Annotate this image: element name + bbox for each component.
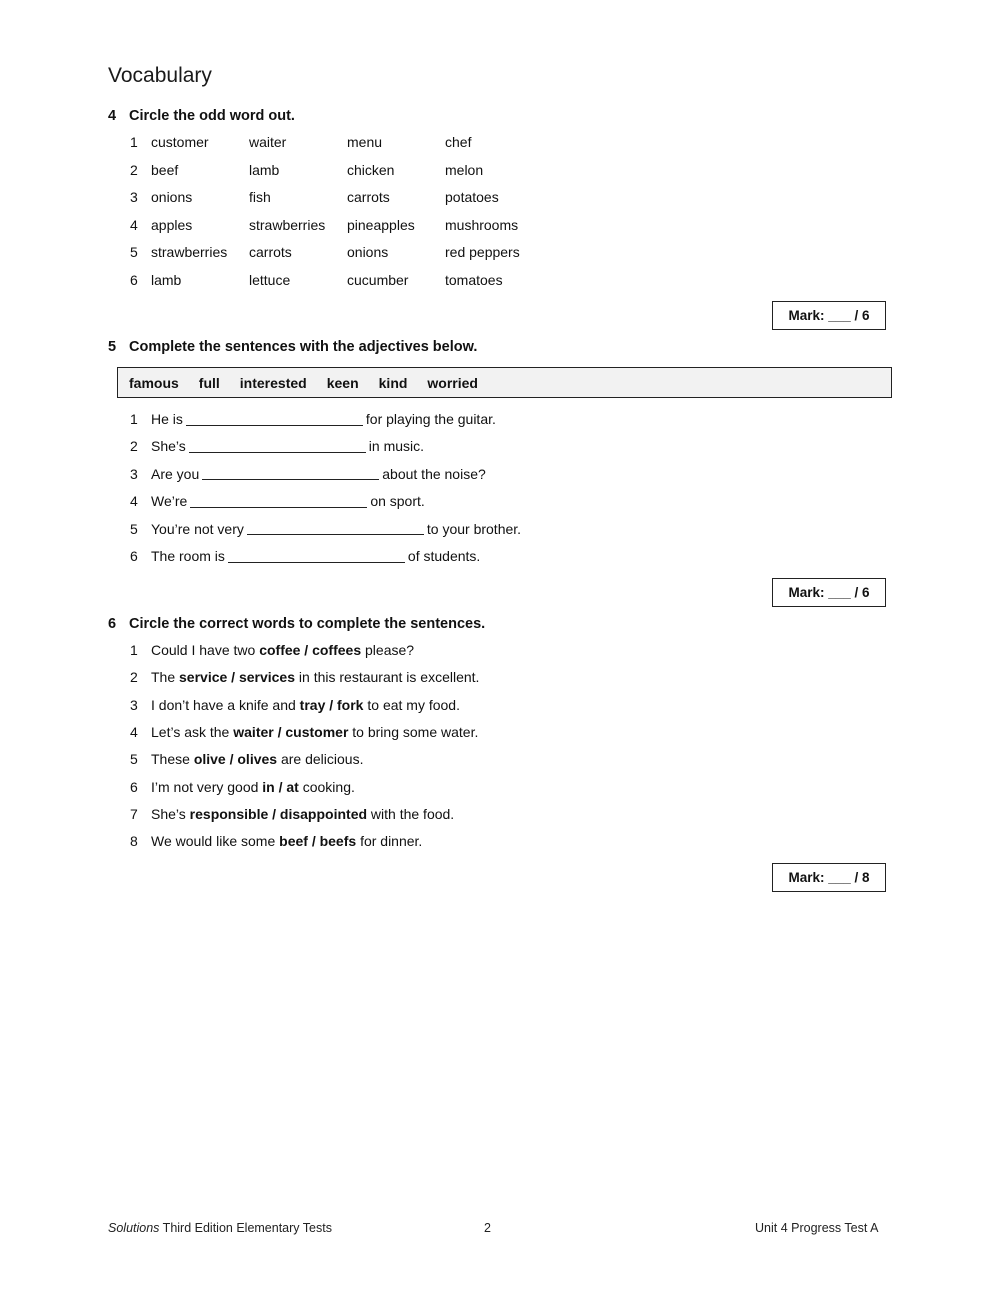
answer-blank[interactable] [186,413,363,426]
word-choice-pair[interactable]: coffee / coffees [259,642,362,658]
sentence-start: Are you [151,465,200,482]
odd-word-row [130,242,543,262]
item-number: 1 [130,411,138,427]
word-choice[interactable]: beef [151,161,179,178]
sentence-start: She’s [151,438,186,455]
exercise-number: 6 [108,616,117,632]
sentence-start: Could I have two [151,642,256,658]
answer-blank[interactable] [247,522,424,535]
item-number: 5 [130,751,138,768]
odd-word-row [130,132,543,152]
item-number: 2 [130,161,138,178]
exercise-5-title [108,339,477,355]
item-number: 3 [130,465,138,482]
adjective-word-box [117,367,892,398]
word-choice[interactable]: onions [347,244,389,260]
choice-sentence-row [130,777,355,797]
word-choice[interactable]: customer [151,134,209,150]
item-number: 4 [130,216,138,233]
word-choice[interactable]: onions [151,189,193,205]
word-choice[interactable]: carrots [347,189,390,205]
item-number: 6 [130,271,138,288]
choice-sentence-row [130,695,460,715]
choice-sentence-row [130,722,478,742]
item-number: 1 [130,134,138,150]
word-choice[interactable]: waiter [249,134,287,150]
item-number: 3 [130,189,138,205]
answer-blank[interactable] [228,550,405,563]
sentence-end: are delicious. [280,751,364,768]
word-choice[interactable]: strawberries [151,244,228,260]
mark-box-ex6: Mark: ___ / 8 [772,863,886,892]
sentence-end: in this restaurant is excellent. [298,669,480,686]
sentence-start: She’s [151,805,186,822]
gap-fill-row [130,546,480,566]
word-choice[interactable]: chef [445,134,472,150]
sentence-end: to your brother. [426,520,522,537]
section-heading: Vocabulary [108,64,212,87]
word-choice[interactable]: lamb [151,271,182,288]
footer-book-italic: Solutions [108,1221,160,1235]
mark-box-ex5: Mark: ___ / 6 [772,578,886,607]
answer-blank[interactable] [189,440,366,453]
word-option: kind [378,374,408,391]
choice-sentence-row [130,640,414,660]
gap-fill-row [130,436,424,456]
sentence-start: He is [151,411,183,427]
word-choice[interactable]: tomatoes [445,271,503,288]
word-option: full [198,374,220,391]
word-choice[interactable]: fish [249,189,271,205]
sentence-start: I’m not very good [151,778,259,795]
word-option: worried [427,374,478,391]
word-choice-pair[interactable]: tray / fork [299,696,364,713]
footer-page-number: 2 [484,1221,491,1235]
item-number: 5 [130,244,138,260]
gap-fill-row [130,491,425,511]
item-number: 2 [130,669,138,686]
item-number: 2 [130,438,138,455]
item-number: 6 [130,778,138,795]
answer-blank[interactable] [190,495,367,508]
word-choice-pair[interactable]: responsible / disappointed [189,805,368,822]
word-choice-pair[interactable]: in / at [262,778,299,795]
exercise-6-title [108,616,485,632]
word-choice-pair[interactable]: waiter / customer [233,723,349,740]
item-number: 3 [130,696,138,713]
gap-fill-row [130,409,496,429]
sentence-end: for playing the guitar. [365,411,496,427]
word-choice[interactable]: carrots [249,244,292,260]
item-number: 5 [130,520,138,537]
odd-word-row [130,270,543,290]
odd-word-row [130,187,543,207]
word-option: famous [129,374,179,391]
word-choice[interactable]: menu [347,134,383,150]
sentence-end: cooking. [302,778,355,795]
sentence-end: on sport. [370,493,425,510]
word-choice[interactable]: red peppers [445,244,520,260]
sentence-start: These [151,751,190,768]
sentence-end: please? [365,642,415,658]
answer-blank[interactable] [202,467,379,480]
word-choice-pair[interactable]: beef / beefs [279,833,357,850]
word-choice[interactable]: lamb [249,161,280,178]
word-choice[interactable]: mushrooms [445,216,519,233]
word-choice[interactable]: strawberries [249,216,326,233]
word-option: keen [326,374,359,391]
item-number: 1 [130,642,138,658]
sentence-start: We’re [151,493,188,510]
exercise-number: 5 [108,339,117,355]
word-choice-pair[interactable]: olive / olives [193,751,278,768]
item-number: 6 [130,548,138,564]
sentence-start: Let’s ask the [151,723,230,740]
item-number: 8 [130,833,138,850]
sentence-start: You’re not very [151,520,244,537]
item-number: 4 [130,723,138,740]
exercise-instruction: Circle the odd word out. [129,108,295,124]
word-choice[interactable]: cucumber [347,271,409,288]
word-choice[interactable]: lettuce [249,271,291,288]
footer-unit: Unit 4 Progress Test A [755,1221,879,1235]
sentence-end: for dinner. [360,833,423,850]
exercise-number: 4 [108,108,117,124]
choice-sentence-row [130,749,363,769]
exercise-4-title [108,108,295,124]
gap-fill-row [130,519,521,539]
word-choice[interactable]: melon [445,161,484,178]
sentence-start: I don’t have a knife and [151,696,296,713]
word-choice[interactable]: pineapples [347,216,415,233]
sentence-end: in music. [368,438,425,455]
sentence-end: about the noise? [382,465,486,482]
sentence-end: with the food. [370,805,455,822]
word-option: interested [239,374,307,391]
item-number: 4 [130,493,138,510]
sentence-start: The [151,669,176,686]
odd-word-row [130,160,543,180]
mark-box-ex4: Mark: ___ / 6 [772,301,886,330]
sentence-end: to bring some water. [352,723,479,740]
exercise-instruction: Circle the correct words to complete the sentences. [129,616,486,632]
footer-book-rest: Third Edition Elementary Tests [159,1221,332,1235]
choice-sentence-row [130,831,422,851]
word-choice[interactable]: chicken [347,161,395,178]
footer-book-title [108,1221,332,1235]
odd-word-row [130,215,543,235]
choice-sentence-row [130,804,454,824]
sentence-start: We would like some [151,833,276,850]
gap-fill-row [130,464,486,484]
word-choice-pair[interactable]: service / services [179,669,296,686]
exercise-instruction: Complete the sentences with the adjectives below. [129,339,478,355]
choice-sentence-row [130,667,479,687]
sentence-start: The room is [151,548,225,564]
sentence-end: to eat my food. [367,696,460,713]
item-number: 7 [130,805,138,822]
word-choice[interactable]: apples [151,216,193,233]
sentence-end: of students. [407,548,481,564]
word-choice[interactable]: potatoes [445,189,499,205]
